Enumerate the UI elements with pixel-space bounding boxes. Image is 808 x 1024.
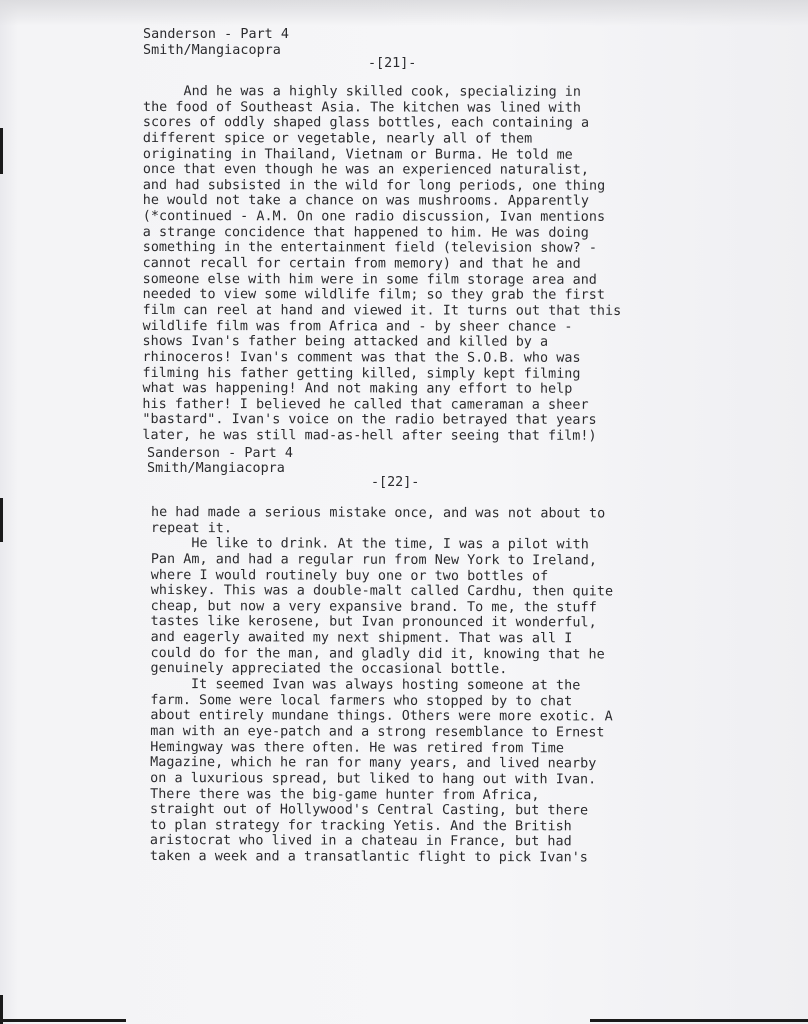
scan-top-shadow	[0, 0, 808, 26]
header-author: Sanderson - Part 4	[143, 27, 290, 42]
text-line: later, he was still mad-as-hell after seeing that film!)	[142, 428, 597, 444]
text-line: and eagerly awaited my next shipment. That was all I	[150, 630, 573, 647]
text-line: different spice or vegetable, nearly all of them	[142, 130, 533, 147]
text-line: needed to view some wildlife film; so they grab the first	[142, 287, 606, 304]
text-line: Magazine, which he ran for many years, and lived nearby	[150, 755, 597, 772]
header-author: Sanderson - Part 4	[147, 446, 294, 461]
edge-mark	[0, 1019, 126, 1022]
text-line: originating in Thailand, Vietnam or Burma. He told me	[142, 146, 573, 163]
binding-mark	[0, 498, 3, 542]
text-line: Hemingway was there often. He was retired from Time	[150, 739, 564, 756]
text-line: he had made a serious mistake once, and was not about to	[150, 505, 606, 522]
page-number: -[22]-	[371, 475, 420, 490]
text-line: what was happening! And not making any effort to help	[142, 381, 573, 397]
text-line: film can reel at hand and viewed it. It turns out that this	[142, 302, 622, 319]
text-line: he would not take a chance on was mushrooms. Apparently	[142, 193, 589, 210]
text-line: and had subsisted in the wild for long periods, one thing	[142, 177, 606, 194]
text-line: rhinoceros! Ivan's comment was that the S.O.B. who was	[142, 349, 581, 366]
page-21-body	[142, 84, 621, 445]
text-line: scores of oddly shaped glass bottles, each containing a	[142, 115, 590, 132]
text-line: repeat it.	[150, 520, 233, 536]
text-line: to plan strategy for tracking Yetis. And the British	[149, 817, 572, 835]
text-line: cannot recall for certain from memory) and that he and	[142, 256, 581, 272]
text-line: filming his father getting killed, simply kept filming	[142, 365, 581, 382]
text-line: whiskey. This was a double-malt called Cardhu, then quite	[150, 583, 614, 600]
text-line: could do for the man, and gladly did it, knowing that he	[150, 645, 605, 663]
text-line: on a luxurious spread, but liked to hang out with Ivan.	[150, 770, 597, 788]
text-line: where I would routinely buy one or two bottles of	[150, 567, 549, 584]
page-number: -[21]-	[368, 56, 417, 71]
header-coauthors: Smith/Mangiacopra	[147, 461, 285, 476]
text-line: wildlife film was from Africa and - by sheer chance -	[142, 318, 573, 335]
text-line: And he was a highly skilled cook, specializing in	[142, 84, 582, 100]
text-line: taken a week and a transatlantic flight to pick Ivan's	[149, 849, 588, 866]
text-line: about entirely mundane things. Others were more exotic. A	[150, 708, 613, 725]
text-line: his father! I believed he called that cameraman a sheer	[142, 396, 589, 413]
edge-mark	[590, 1019, 808, 1022]
text-line: (*continued - A.M. On one radio discussion, Ivan mentions	[142, 209, 606, 225]
binding-mark	[0, 128, 3, 174]
text-line: tastes like kerosene, but Ivan pronounced it wonderful,	[150, 614, 597, 631]
text-line: straight out of Hollywood's Central Casting, but there	[150, 802, 589, 819]
text-line: "bastard". Ivan's voice on the radio betrayed that years	[142, 412, 597, 429]
text-line: the food of Southeast Asia. The kitchen was lined with	[142, 99, 582, 116]
text-line: once that even though he was an experienced naturalist,	[142, 162, 590, 178]
header-coauthors: Smith/Mangiacopra	[143, 43, 281, 58]
text-line: There there was the big-game hunter from Africa,	[150, 786, 540, 803]
text-line: aristocrat who lived in a chateau in France, but had	[149, 833, 572, 850]
text-line: something in the entertainment field (television show? -	[142, 240, 597, 257]
text-line: He like to drink. At the time, I was a pilot with	[150, 536, 589, 553]
text-line: someone else with him were in some film storage area and	[142, 271, 597, 288]
text-line: farm. Some were local farmers who stopped by to chat	[150, 692, 573, 710]
text-line: cheap, but now a very expansive brand. To me, the stuff	[150, 598, 597, 616]
page-22-body	[150, 505, 614, 866]
text-line: Pan Am, and had a regular run from New York to Ireland,	[150, 551, 598, 569]
text-line: genuinely appreciated the occasional bottle.	[150, 661, 508, 678]
text-line: shows Ivan's father being attacked and killed by a	[142, 334, 549, 350]
text-line: man with an eye-patch and a strong resemblance to Ernest	[150, 723, 605, 741]
text-line: It seemed Ivan was always hosting someone at the	[150, 677, 581, 694]
text-line: a strange concidence that happened to him. He was doing	[142, 224, 589, 241]
